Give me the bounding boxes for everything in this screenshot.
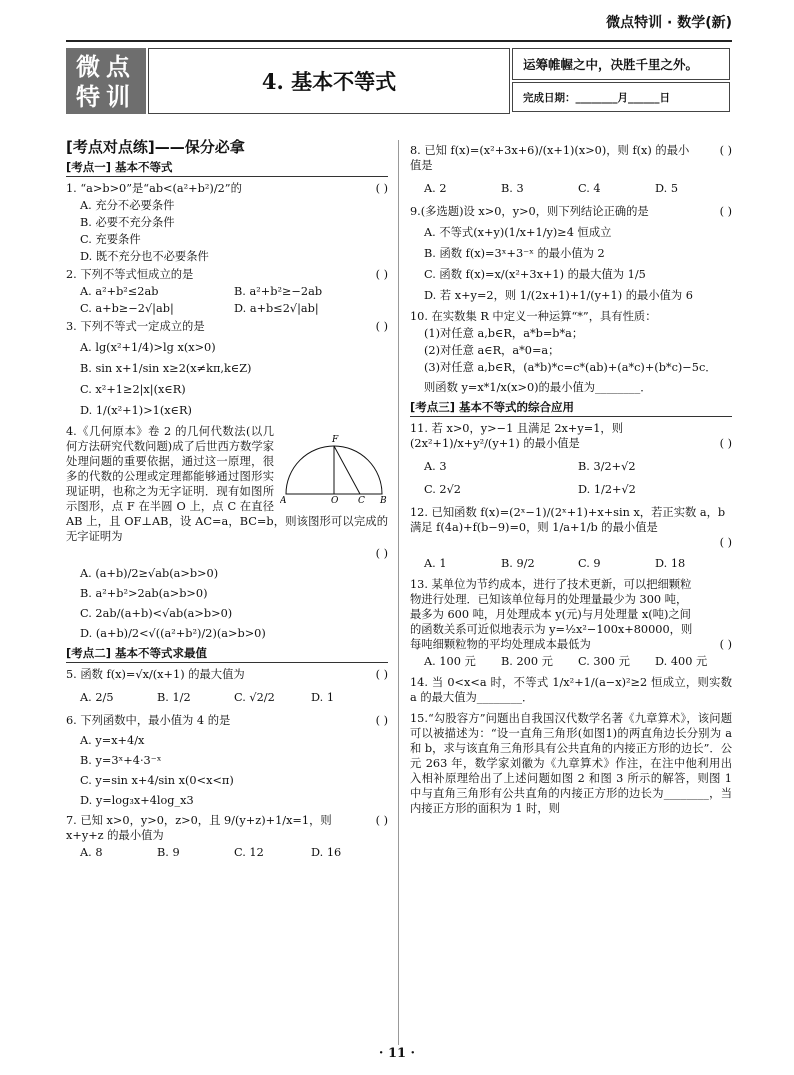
option-row [410,556,732,571]
answer-paren: ( ) [719,144,732,157]
answer-paren: ( ) [375,320,388,333]
option-row [410,654,732,669]
option: B. sin x+1/sin x≥2(x≠kπ,k∈Z) [80,362,252,375]
topic-2-heading: [考点二] 基本不等式求最值 [66,646,388,663]
option: C. 充要条件 [80,233,141,246]
option: C. a+b≥−2√|ab| [80,302,174,315]
answer-paren: ( ) [719,205,732,218]
option: A. (a+b)/2≥√ab(a>b>0) [80,567,219,580]
option: B. 9/2 [501,557,535,570]
option: C. 300 元 [578,655,630,668]
option: D. y=log₃x+4log_x3 [80,794,194,807]
option-row [410,459,732,474]
answer-paren: ( ) [719,638,732,651]
option: D. (a+b)/2<√((a²+b²)/2)(a>b>0) [80,627,266,640]
section-title: [考点对点练]——保分必拿 [66,138,245,156]
option: A. 2 [424,182,447,195]
question-text: 12. 已知函数 f(x)=(2ˣ−1)/(2ˣ+1)+x+sin x，若正实数 a，b 满足 f(4a)+f(b−9)=0，则 1/a+1/b 的最小值是 [410,506,726,534]
property-line: (1)对任意 a,b∈R，a*b=b*a； [424,327,584,340]
option: C. 2√2 [424,483,461,496]
question-text: 10. 在实数集 R 中定义一种运算“*”，具有性质： [410,310,657,323]
chapter-title: 4. 基本不等式 [148,48,510,114]
option-row [410,482,732,497]
option: D. 16 [311,846,342,859]
option: A. a²+b²≤2ab [80,285,159,298]
option: A. 3 [424,460,447,473]
option: A. 2/5 [80,691,114,704]
semicircle-figure [280,424,388,504]
question-text: 2. 下列不等式恒成立的是 [66,268,194,281]
option: A. lg(x²+1/4)>lg x(x>0) [80,341,216,354]
question-15: 15.“勾股容方”问题出自我国汉代数学名著《九章算术》，该问题可以被描述为：“设一直角三角形(如图1)的两直角边长分别为 a 和 b，求与该直角三角形具有公共直角的内接正方形的边长”．公元 263 年，数学家刘徽为《九章算术》作注，在注中他利用出入相补原理给出了上述问题如图 2 和图 3 所示的解答，则图 1 中与直角三角形有公共直角的内接正方形的边长为________，当内接正方形的面积为 1 时，则 [410,712,732,815]
question-text: 11. 若 x>0，y>−1 且满足 2x+y=1，则 (2x²+1)/x+y²/(y+1) 的最小值是 [410,422,623,450]
option-row [66,690,388,705]
option: C. 9 [578,557,601,570]
question-14: 14. 当 0<x<a 时，不等式 1/x²+1/(a−x)²≥2 恒成立，则实数 a 的最大值为________． [410,676,732,704]
option: D. a+b≤2√|ab| [234,302,319,315]
answer-paren: ( ) [375,547,388,560]
option: D. 既不充分也不必要条件 [80,250,209,263]
answer-paren: ( ) [719,437,732,450]
option: C. 4 [578,182,601,195]
option-row [410,181,732,196]
answer-paren: ( ) [375,668,388,681]
property-line: (3)对任意 a,b∈R，(a*b)*c=c*(ab)+(a*c)+(b*c)−5c． [424,361,717,374]
question-text: 7. 已知 x>0，y>0，z>0，且 9/(y+z)+1/x=1，则 x+y+z 的最小值为 [66,814,332,842]
option: A. 100 元 [424,655,476,668]
question-prompt: 则函数 y=x*1/x(x>0)的最小值为________． [424,381,652,394]
question-3 [66,319,388,334]
label-b: B [380,496,387,504]
question-text: 5. 函数 f(x)=√x/(x+1) 的最大值为 [66,668,245,681]
option-row [66,284,388,299]
option: C. 2ab/(a+b)<√ab(a>b>0) [80,607,233,620]
option: B. 9 [157,846,180,859]
option: C. 12 [234,846,264,859]
answer-paren: ( ) [375,268,388,281]
label-a: A [280,496,287,504]
label-o: O [331,496,339,504]
question-10 [410,309,732,395]
answer-paren: ( ) [375,714,388,727]
option-row [66,301,388,316]
topic-1-heading: [考点一] 基本不等式 [66,160,388,177]
option: D. 1 [311,691,335,704]
option: C. x²+1≥2|x|(x∈R) [80,383,186,396]
question-text: 4.《几何原本》卷 2 的几何代数法(以几何方法研究代数问题)成了后世西方数学家处理问题的重要依据，通过这一原理，很多的代数的公理或定理都能够通过图形实现证明，也称之为无字证明．现有如图所示图形，点 F 在半圆 O 上，点 C 在直径 AB 上，且 OF⊥AB，设 AC=a，BC=b，则该图形可以完成的无字证明为 [66,425,388,543]
question-2 [66,267,388,282]
topic-3-heading: [考点三] 基本不等式的综合应用 [410,400,732,417]
question-text: 8. 已知 f(x)=(x²+3x+6)/(x+1)(x>0)，则 f(x) 的最小值是 [410,144,690,172]
label-f: F [332,435,339,445]
option: D. 5 [655,182,679,195]
option: D. 1/2+√2 [578,483,636,496]
question-4 [66,424,388,561]
question-1 [66,181,388,196]
header-rule [66,40,732,42]
option: B. y=3ˣ+4·3⁻ˣ [80,754,162,767]
option: B. 必要不充分条件 [80,216,175,229]
option: B. 函数 f(x)=3ˣ+3⁻ˣ 的最小值为 2 [424,247,605,260]
option-row [66,845,388,860]
answer-paren: ( ) [719,536,732,549]
brand-header: 微点特训 · 数学(新) [606,15,732,31]
option: B. 3/2+√2 [578,460,636,473]
option: A. 8 [80,846,103,859]
question-12 [410,505,732,535]
answer-paren: ( ) [375,182,388,195]
question-9 [410,204,732,219]
option: B. a²+b²>2ab(a>b>0) [80,587,208,600]
column-divider [398,140,399,1045]
logo-line-1: 微点 [76,53,136,81]
question-text: 3. 下列不等式一定成立的是 [66,320,205,333]
option: A. 不等式(x+y)(1/x+1/y)≥4 恒成立 [424,226,612,239]
logo-line-2: 特训 [76,83,136,111]
question-5 [66,667,388,682]
question-8 [410,143,732,173]
option: A. 1 [424,557,447,570]
question-text: 1. “a>b>0”是“ab<(a²+b²)/2”的 [66,182,242,195]
completion-date: 完成日期：________月______日 [512,82,730,112]
label-c: C [358,496,365,504]
question-6 [66,713,388,728]
left-column [66,140,388,862]
option: C. y=sin x+4/sin x(0<x<π) [80,774,234,787]
option: C. √2/2 [234,691,275,704]
question-7 [66,813,388,843]
logo [66,48,146,114]
right-column [410,140,732,818]
option: B. 1/2 [157,691,191,704]
property-line: (2)对任意 a∈R，a*0=a； [424,344,560,357]
option: B. a²+b²≥−2ab [234,285,323,298]
question-text: 6. 下列函数中，最小值为 4 的是 [66,714,231,727]
option: A. y=x+4/x [80,734,145,747]
option: D. 若 x+y=2，则 1/(2x+1)+1/(y+1) 的最小值为 6 [424,289,693,302]
option: C. 函数 f(x)=x/(x²+3x+1) 的最大值为 1/5 [424,268,646,281]
slogan: 运筹帷幄之中，决胜千里之外。 [512,48,730,80]
page-number: · 11 · [378,1046,416,1061]
option: B. 200 元 [501,655,553,668]
question-13 [410,577,732,652]
answer-paren: ( ) [375,814,388,827]
option: B. 3 [501,182,524,195]
option: D. 18 [655,557,686,570]
option: A. 充分不必要条件 [80,199,175,212]
question-11 [410,421,732,451]
option: D. 1/(x²+1)>1(x∈R) [80,404,192,417]
question-text: 13. 某单位为节约成本，进行了技术更新，可以把细颗粒物进行处理．已知该单位每月的处理量最少为 300 吨，最多为 600 吨，月处理成本 y(元)与月处理量 x(吨)之间的函数关系可近似地表示为 y=½x²−100x+80000，则每吨细颗粒物的平均处理成本最低为 [410,578,693,651]
option: D. 400 元 [655,655,708,668]
question-text: 9.(多选题)设 x>0，y>0，则下列结论正确的是 [410,205,649,218]
